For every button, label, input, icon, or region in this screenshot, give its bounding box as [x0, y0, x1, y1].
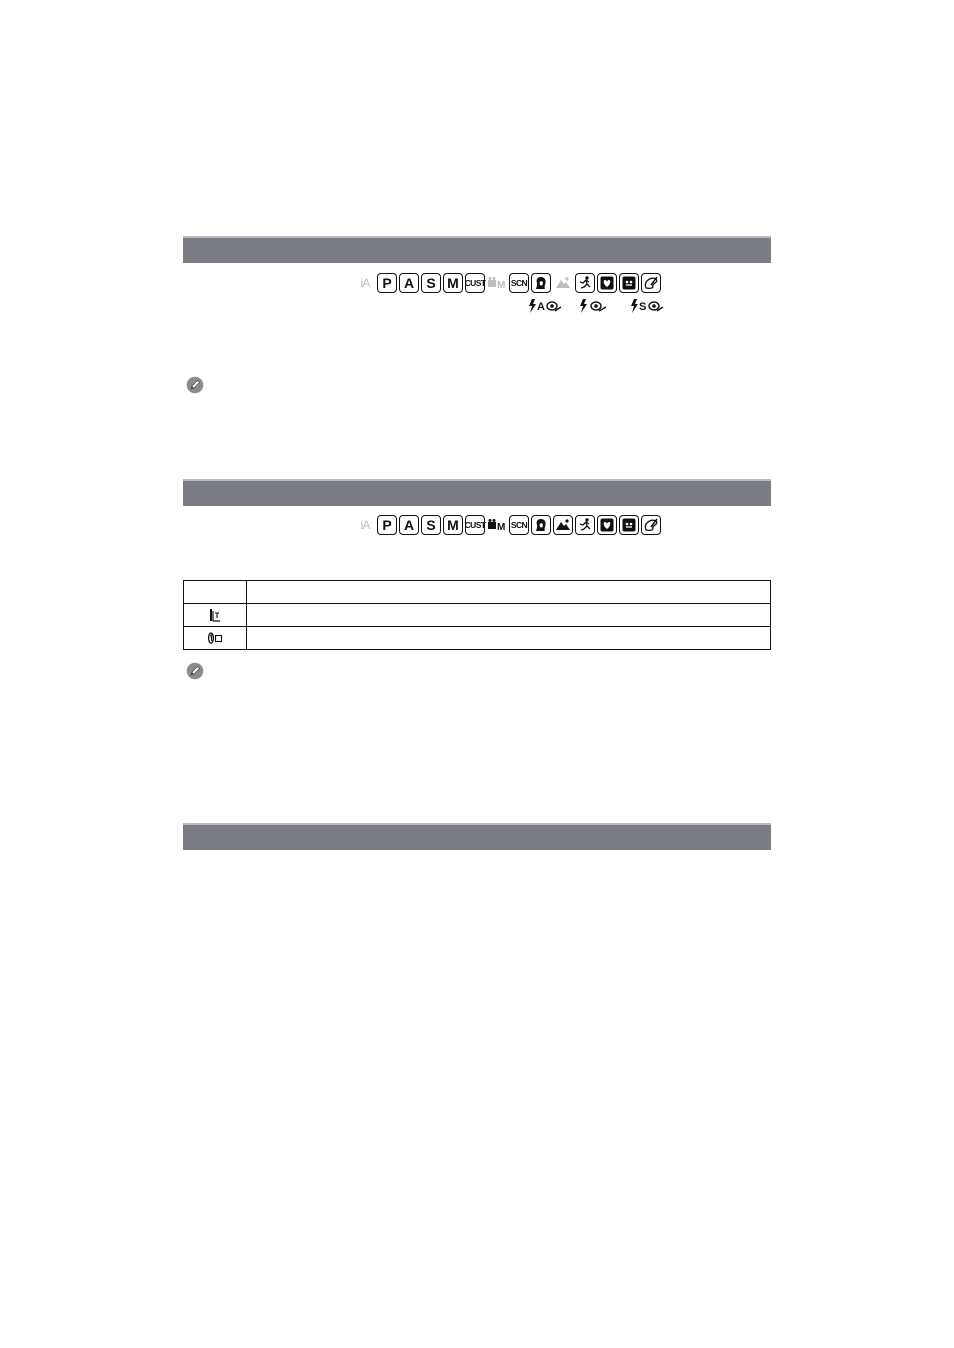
- table-cell-description: [247, 627, 771, 650]
- slow-sync-red-eye-icon: [630, 298, 664, 314]
- applicable-modes-row-1: [355, 273, 661, 293]
- program-mode-icon: P: [377, 273, 397, 293]
- custom-mode-icon: CUST: [465, 273, 485, 293]
- aperture-priority-icon: A: [399, 515, 419, 535]
- section-header-bar-2: [183, 479, 771, 506]
- section-header-bar-3: [183, 823, 771, 850]
- table-cell-icon: [184, 581, 247, 604]
- applicable-modes-row-2: [355, 515, 661, 535]
- scenery-icon: [553, 273, 573, 293]
- my-color-icon: [641, 273, 661, 293]
- sports-icon: [575, 515, 595, 535]
- note-memo-icon: [186, 662, 204, 680]
- table-cell-description: [247, 604, 771, 627]
- table-cell-icon: [184, 604, 247, 627]
- creative-motion-picture-icon: [487, 273, 507, 293]
- mode-label: M: [497, 522, 505, 533]
- note-memo-icon: [186, 376, 204, 394]
- shutter-priority-icon: S: [421, 273, 441, 293]
- scene-mode-icon: SCN: [509, 273, 529, 293]
- program-mode-icon: P: [377, 515, 397, 535]
- custom-mode-icon: CUST: [465, 515, 485, 535]
- table-row: [184, 627, 771, 650]
- table-row: [184, 581, 771, 604]
- table-cell-icon: [184, 627, 247, 650]
- intelligent-auto-icon: iA: [360, 518, 370, 532]
- intelligent-auto-icon: iA: [360, 276, 370, 290]
- close-up-icon: [597, 273, 617, 293]
- section-header-bar-1: [183, 236, 771, 263]
- scene-mode-icon: SCN: [509, 515, 529, 535]
- mode-label: M: [497, 280, 505, 291]
- scenery-icon: [553, 515, 573, 535]
- flash-sync-1st-icon: [208, 608, 222, 622]
- shutter-priority-icon: S: [421, 515, 441, 535]
- my-color-icon: [641, 515, 661, 535]
- flash-auto-red-eye-icon: [528, 298, 562, 314]
- portrait-icon: [531, 273, 551, 293]
- table-cell-description: [247, 581, 771, 604]
- flash-sync-options-table: [183, 580, 771, 650]
- table-row: [184, 604, 771, 627]
- creative-motion-picture-icon: [487, 515, 507, 535]
- sports-icon: [575, 273, 595, 293]
- aperture-priority-icon: A: [399, 273, 419, 293]
- manual-mode-icon: M: [443, 273, 463, 293]
- flash-auto-label: A: [537, 301, 545, 313]
- slow-sync-label: S: [639, 301, 647, 313]
- night-portrait-icon: [619, 273, 639, 293]
- portrait-icon: [531, 515, 551, 535]
- flash-sync-2nd-icon: [207, 631, 223, 645]
- close-up-icon: [597, 515, 617, 535]
- night-portrait-icon: [619, 515, 639, 535]
- flash-on-red-eye-icon: [579, 298, 613, 314]
- manual-mode-icon: M: [443, 515, 463, 535]
